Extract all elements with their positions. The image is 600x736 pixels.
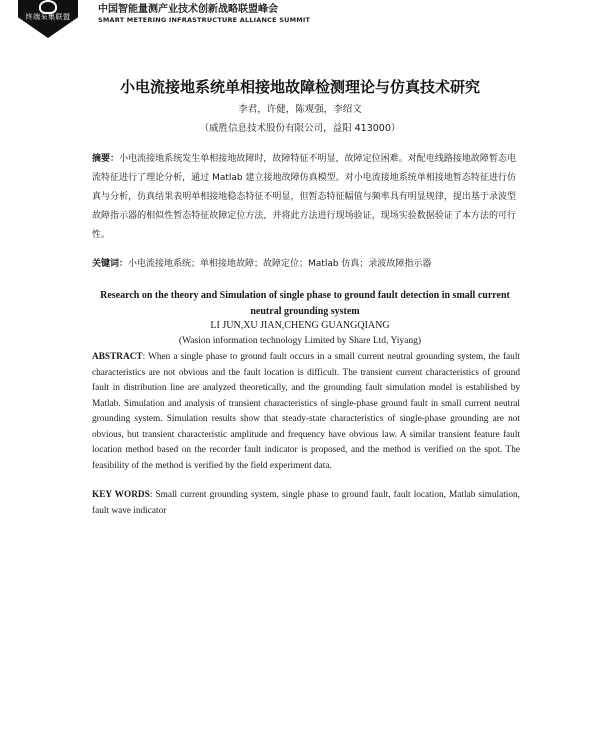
keywords-text-cn: 小电流接地系统；单相接地故障；故障定位；Matlab 仿真；录波故障指示器 xyxy=(128,259,432,269)
abstract-en xyxy=(92,350,520,474)
header-org-cn: 中国智能量测产业技术创新战略联盟峰会 xyxy=(98,4,278,15)
keywords-label-en: KEY WORDS xyxy=(92,490,150,500)
header-org-en: SMART METERING INFRASTRUCTURE ALLIANCE SUMMIT xyxy=(98,16,311,24)
logo-caption: 终端采集联盟 xyxy=(25,13,71,21)
abstract-label-cn: 摘要： xyxy=(92,154,120,164)
authors-cn: 李君，许健，陈观强，李绍文 xyxy=(238,104,362,115)
keywords-cn xyxy=(92,255,516,274)
keywords-text-en: : Small current grounding system, single phase to ground fault, fault location, Matlab simulation, fault wave indicator xyxy=(92,490,520,516)
conference-header xyxy=(98,5,310,24)
keywords-en xyxy=(92,488,520,519)
paper-title-cn: 小电流接地系统单相接地故障检测理论与仿真技术研究 xyxy=(119,78,480,96)
abstract-cn xyxy=(92,150,516,245)
paper-title-en: Research on the theory and Simulation of single phase to ground fault detection in small current neutral grounding system xyxy=(100,290,510,317)
keywords-label-cn: 关键词： xyxy=(92,259,129,269)
abstract-text-en: : When a single phase to ground fault occurs in a small current neutral grounding system, the fault characteristics are not obvious and the fault location is difficult. The transient current characteristics of ground fault in distribution line are analyzed theoretically, and the grounding fault simulation model is established by Matlab. Simulation and analysis of transient characteristics of single-phase ground fault in small current neutral grounding system. Simulation results show that steady-state characteristics of single-phase grounding are not obvious, but transient characteristic amplitude and frequency have obvious law. A similar transient feature fault location method based on the recorder fault indicator is proposed, and the method is verified on the spot. The feasibility of the method is verified by the field experiment data. xyxy=(92,352,520,471)
abstract-text-cn: 小电流接地系统发生单相接地故障时，故障特征不明显，故障定位困难。对配电线路接地故障暂态电流特征进行了理论分析，通过 Matlab 建立接地故障仿真模型。对小电流接地系统单相接地暂态特征进行仿真与分析，仿真结果表明单相接地稳态特征不明显，但暂态特征幅值与频率具有明显规律，提出基于录波型故障指示器的相似性暂态特征故障定位方法，并将此方法进行现场验证，现场实验数据验证了本方法的可行性。 xyxy=(92,154,516,240)
authors-en: LI JUN,XU JIAN,CHENG GUANGQIANG xyxy=(210,320,390,331)
affiliation-en: (Wasion information technology Limited by Share Ltd, Yiyang) xyxy=(178,336,422,346)
affiliation-cn: （威胜信息技术股份有限公司，益阳 413000） xyxy=(199,123,401,134)
abstract-label-en: ABSTRACT xyxy=(92,352,143,362)
